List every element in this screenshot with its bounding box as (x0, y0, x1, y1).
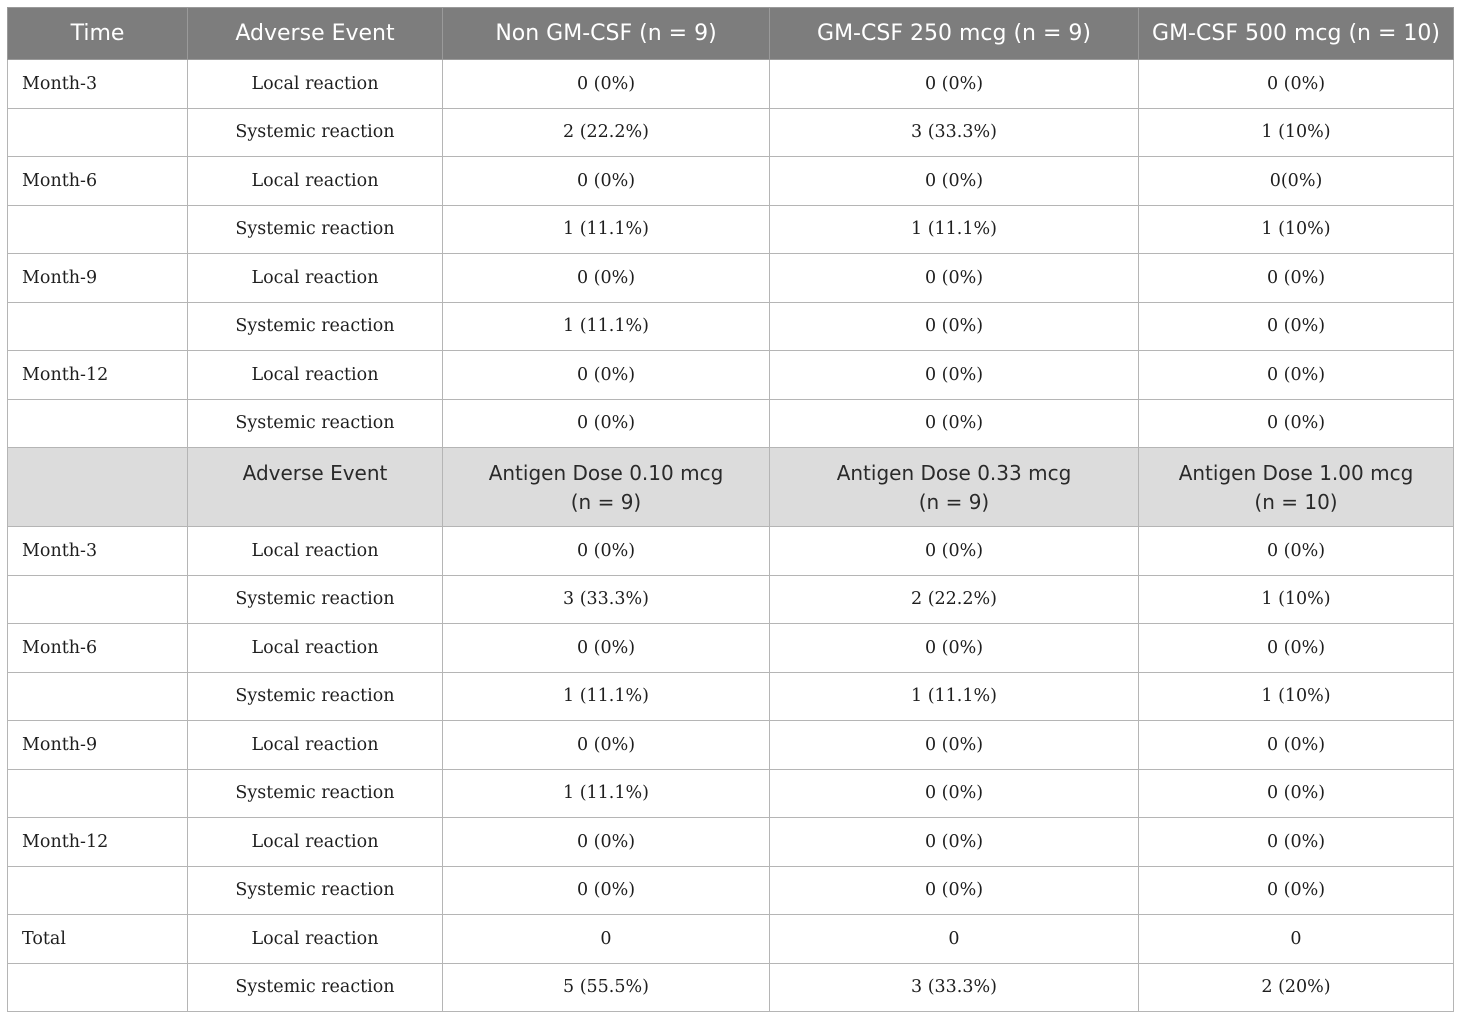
subheader-antigen-1-00-label: Antigen Dose 1.00 mcg (1178, 461, 1414, 485)
header-non-gm-csf: Non GM-CSF (n = 9) (443, 8, 770, 60)
value-cell-col2: 0 (0%) (770, 254, 1139, 303)
value-cell-col3: 0 (0%) (1139, 254, 1454, 303)
time-cell: Month-9 (8, 721, 188, 770)
value-cell-col2: 0 (0%) (770, 60, 1139, 109)
adverse-event-cell: Local reaction (188, 721, 443, 770)
value-cell-col1: 0 (0%) (443, 721, 770, 770)
subheader-time (8, 448, 188, 527)
adverse-event-cell: Systemic reaction (188, 963, 443, 1012)
adverse-event-cell: Systemic reaction (188, 672, 443, 721)
time-cell (8, 672, 188, 721)
antigen-dose-subheader-row (8, 448, 1454, 527)
time-cell: Month-9 (8, 254, 188, 303)
header-gm-csf-250: GM-CSF 250 mcg (n = 9) (770, 8, 1139, 60)
value-cell-col3: 0 (0%) (1139, 721, 1454, 770)
time-cell: Month-6 (8, 624, 188, 673)
value-cell-col2: 1 (11.1%) (770, 205, 1139, 254)
value-cell-col3: 0 (0%) (1139, 624, 1454, 673)
table-row (8, 351, 1454, 400)
value-cell-col2: 0 (0%) (770, 769, 1139, 818)
time-cell: Total (8, 915, 188, 964)
table-row (8, 915, 1454, 964)
value-cell-col2: 1 (11.1%) (770, 672, 1139, 721)
subheader-antigen-0-33 (770, 448, 1139, 527)
value-cell-col2: 0 (0%) (770, 399, 1139, 448)
value-cell-col3: 1 (10%) (1139, 205, 1454, 254)
value-cell-col2: 0 (0%) (770, 866, 1139, 915)
time-cell (8, 866, 188, 915)
value-cell-col3: 0 (0%) (1139, 818, 1454, 867)
subheader-antigen-0-33-label: Antigen Dose 0.33 mcg (836, 461, 1072, 485)
adverse-event-cell: Local reaction (188, 351, 443, 400)
value-cell-col2: 3 (33.3%) (770, 963, 1139, 1012)
value-cell-col2: 0 (0%) (770, 157, 1139, 206)
value-cell-col1: 1 (11.1%) (443, 205, 770, 254)
adverse-event-cell: Local reaction (188, 60, 443, 109)
value-cell-col2: 0 (0%) (770, 527, 1139, 576)
table-row (8, 721, 1454, 770)
value-cell-col3: 1 (10%) (1139, 672, 1454, 721)
subheader-antigen-0-33-n: (n = 9) (918, 490, 990, 514)
adverse-event-cell: Systemic reaction (188, 866, 443, 915)
value-cell-col3: 2 (20%) (1139, 963, 1454, 1012)
value-cell-col2: 0 (0%) (770, 302, 1139, 351)
subheader-adverse-event: Adverse Event (188, 448, 443, 527)
value-cell-col1: 0 (0%) (443, 351, 770, 400)
adverse-event-cell: Local reaction (188, 254, 443, 303)
adverse-event-cell: Systemic reaction (188, 205, 443, 254)
value-cell-col1: 0 (443, 915, 770, 964)
adverse-event-cell: Local reaction (188, 157, 443, 206)
adverse-event-cell: Systemic reaction (188, 302, 443, 351)
header-gm-csf-500: GM-CSF 500 mcg (n = 10) (1139, 8, 1454, 60)
value-cell-col2: 0 (770, 915, 1139, 964)
value-cell-col3: 0 (0%) (1139, 769, 1454, 818)
value-cell-col2: 0 (0%) (770, 818, 1139, 867)
value-cell-col3: 0 (1139, 915, 1454, 964)
table-row (8, 302, 1454, 351)
time-cell: Month-6 (8, 157, 188, 206)
value-cell-col3: 0(0%) (1139, 157, 1454, 206)
value-cell-col1: 3 (33.3%) (443, 575, 770, 624)
value-cell-col2: 0 (0%) (770, 721, 1139, 770)
table-row (8, 157, 1454, 206)
time-cell: Month-3 (8, 527, 188, 576)
table-row (8, 672, 1454, 721)
time-cell: Month-12 (8, 818, 188, 867)
adverse-event-cell: Systemic reaction (188, 769, 443, 818)
value-cell-col1: 0 (0%) (443, 866, 770, 915)
value-cell-col1: 0 (0%) (443, 399, 770, 448)
value-cell-col1: 0 (0%) (443, 527, 770, 576)
table-row (8, 205, 1454, 254)
value-cell-col1: 1 (11.1%) (443, 769, 770, 818)
value-cell-col2: 0 (0%) (770, 624, 1139, 673)
adverse-event-cell: Local reaction (188, 527, 443, 576)
adverse-event-cell: Local reaction (188, 915, 443, 964)
table-row (8, 769, 1454, 818)
value-cell-col1: 0 (0%) (443, 60, 770, 109)
value-cell-col3: 0 (0%) (1139, 866, 1454, 915)
value-cell-col3: 0 (0%) (1139, 351, 1454, 400)
adverse-event-cell: Local reaction (188, 818, 443, 867)
subheader-antigen-1-00 (1139, 448, 1454, 527)
table-row (8, 108, 1454, 157)
header-time: Time (8, 8, 188, 60)
value-cell-col3: 1 (10%) (1139, 108, 1454, 157)
value-cell-col3: 1 (10%) (1139, 575, 1454, 624)
value-cell-col3: 0 (0%) (1139, 302, 1454, 351)
adverse-events-table (7, 7, 1454, 1012)
value-cell-col1: 2 (22.2%) (443, 108, 770, 157)
table-row (8, 60, 1454, 109)
adverse-event-cell: Systemic reaction (188, 399, 443, 448)
value-cell-col1: 0 (0%) (443, 254, 770, 303)
time-cell (8, 399, 188, 448)
value-cell-col1: 0 (0%) (443, 624, 770, 673)
time-cell (8, 769, 188, 818)
table-row (8, 866, 1454, 915)
value-cell-col3: 0 (0%) (1139, 60, 1454, 109)
adverse-event-cell: Systemic reaction (188, 108, 443, 157)
subheader-antigen-1-00-n: (n = 10) (1254, 490, 1338, 514)
table-row (8, 963, 1454, 1012)
table-row (8, 818, 1454, 867)
value-cell-col1: 1 (11.1%) (443, 302, 770, 351)
subheader-antigen-0-10-label: Antigen Dose 0.10 mcg (488, 461, 724, 485)
section-antigen-dose-body (8, 527, 1454, 1012)
value-cell-col2: 3 (33.3%) (770, 108, 1139, 157)
adverse-event-cell: Systemic reaction (188, 575, 443, 624)
value-cell-col1: 5 (55.5%) (443, 963, 770, 1012)
subheader-antigen-0-10-n: (n = 9) (570, 490, 642, 514)
time-cell: Month-3 (8, 60, 188, 109)
value-cell-col3: 0 (0%) (1139, 527, 1454, 576)
table-row (8, 399, 1454, 448)
value-cell-col1: 0 (0%) (443, 818, 770, 867)
subheader-antigen-0-10 (443, 448, 770, 527)
section-gm-csf-body (8, 60, 1454, 448)
time-cell (8, 108, 188, 157)
value-cell-col2: 2 (22.2%) (770, 575, 1139, 624)
value-cell-col2: 0 (0%) (770, 351, 1139, 400)
value-cell-col1: 1 (11.1%) (443, 672, 770, 721)
table-row (8, 575, 1454, 624)
table-row (8, 254, 1454, 303)
time-cell (8, 575, 188, 624)
adverse-event-cell: Local reaction (188, 624, 443, 673)
table-row (8, 527, 1454, 576)
table-header-row (8, 8, 1454, 60)
time-cell: Month-12 (8, 351, 188, 400)
time-cell (8, 302, 188, 351)
table-row (8, 624, 1454, 673)
value-cell-col3: 0 (0%) (1139, 399, 1454, 448)
value-cell-col1: 0 (0%) (443, 157, 770, 206)
time-cell (8, 963, 188, 1012)
header-adverse-event: Adverse Event (188, 8, 443, 60)
time-cell (8, 205, 188, 254)
